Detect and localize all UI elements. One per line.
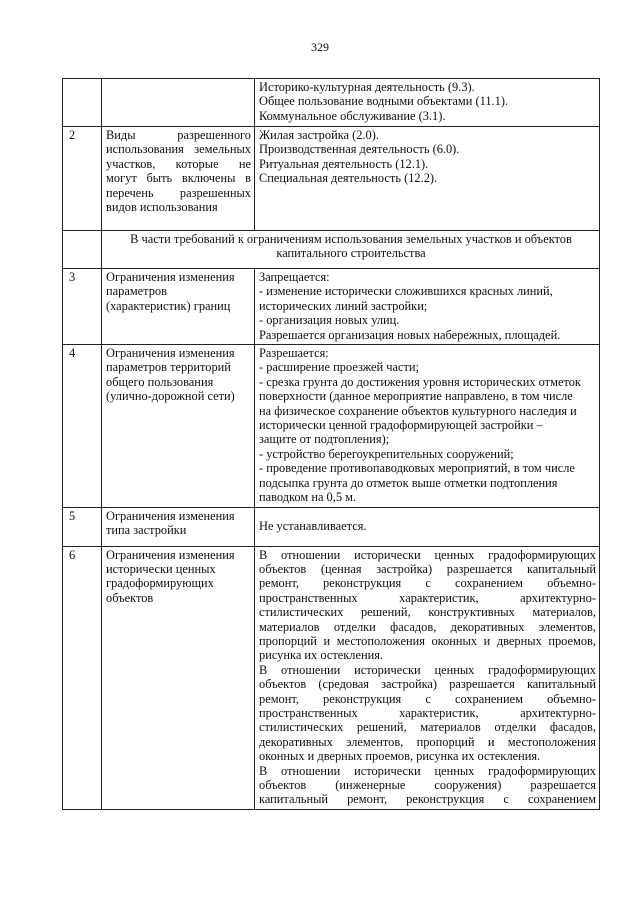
- table-row: [63, 79, 600, 127]
- text-line: исторически ценной градоформирующей застройки –: [259, 418, 543, 433]
- text-line: Жилая застройка (2.0).: [259, 128, 379, 142]
- row-number-cell: 2: [63, 127, 102, 231]
- page-number: 329: [311, 40, 329, 54]
- row-content-cell: [255, 507, 600, 546]
- table-row: [63, 127, 600, 231]
- table-row: [63, 269, 600, 345]
- text-line: рисунка их остекления.: [259, 648, 384, 663]
- text-line: пространственных характеристик, архитектурно-: [259, 590, 596, 605]
- text-line: участков, которые не: [106, 156, 251, 171]
- text-line: - срезка грунта до достижения уровня исторических отметок: [259, 374, 581, 389]
- text-line: объектов (ценная застройка) разрешается капитальный: [259, 561, 596, 576]
- row-content-cell: [255, 345, 600, 507]
- row-number-cell: 6: [63, 546, 102, 809]
- text-line: Ритуальная деятельность (12.1).: [259, 156, 429, 171]
- text-line: стилистических решений, конструктивных материалов,: [259, 605, 596, 620]
- row-number-cell: 3: [63, 269, 102, 345]
- text-line: параметров: [106, 284, 167, 299]
- section-heading: [102, 231, 600, 269]
- text-line: оконных и дверных проемов, рисунка их остекления.: [259, 749, 541, 764]
- text-line: защите от подтопления);: [259, 432, 390, 447]
- row-content-cell: [255, 269, 600, 345]
- text-line: Виды разрешенного: [106, 128, 251, 142]
- text-line: ремонт, реконструкция с сохранением объемно-: [259, 691, 596, 706]
- row-name-cell: [102, 127, 255, 231]
- text-line: исторически ценных: [106, 561, 216, 576]
- text-line: В отношении исторически ценных градоформирующих: [259, 547, 596, 562]
- text-line: - изменение исторически сложившихся красных линий,: [259, 284, 553, 299]
- text-line: Разрешается организация новых набережных, площадей.: [259, 327, 561, 342]
- text-line: Специальная деятельность (12.2).: [259, 171, 438, 186]
- text-line: (характеристик) границ: [106, 298, 231, 313]
- row-name-cell: [102, 507, 255, 546]
- table-row: [63, 507, 600, 546]
- text-line: Ограничения изменения: [106, 508, 235, 523]
- text-line: подсыпка грунта до отметок выше отметки подтопления: [259, 475, 558, 490]
- text-line: стилистических решений, материалов отделки фасадов,: [259, 720, 596, 735]
- text-line: параметров территорий: [106, 360, 231, 375]
- regulations-table: [62, 78, 600, 810]
- text-line: типа застройки: [106, 522, 187, 537]
- text-line: Ограничения изменения: [106, 547, 235, 562]
- text-line: перечень разрешенных: [106, 185, 251, 200]
- text-line: поверхности (данное мероприятие направлено, в том числе: [259, 389, 573, 404]
- row-number-cell: 4: [63, 345, 102, 507]
- row-name-cell: [102, 269, 255, 345]
- row-number-cell: [63, 231, 102, 269]
- row-number-cell: [63, 79, 102, 127]
- text-line: пространственных характеристик, архитектурно-: [259, 705, 596, 720]
- row-number-cell: 5: [63, 507, 102, 546]
- text-line: Не устанавливается.: [259, 518, 367, 533]
- row-content-cell: [255, 79, 600, 127]
- text-line: пропорций и местоположения оконных и дверных проемов,: [259, 633, 596, 648]
- text-line: объектов: [106, 590, 154, 605]
- text-line: Ограничения изменения: [106, 270, 235, 284]
- row-name-cell: [102, 79, 255, 127]
- text-line: ремонт, реконструкция с сохранением объемно-: [259, 576, 596, 591]
- text-line: могут быть включены в: [106, 171, 251, 186]
- text-line: декоративных элементов, пропорций и местоположения: [259, 734, 596, 749]
- row-content-cell: [255, 127, 600, 231]
- text-line: - организация новых улиц.: [259, 313, 400, 328]
- text-line: Производственная деятельность (6.0).: [259, 142, 460, 157]
- text-line: Запрещается:: [259, 270, 330, 284]
- text-line: исторических линий застройки;: [259, 298, 428, 313]
- text-line: - устройство берегоукрепительных сооружений;: [259, 446, 514, 461]
- text-line: капитальный ремонт, реконструкция с сохранением: [259, 792, 596, 807]
- text-line: общего пользования: [106, 374, 214, 389]
- table-row: [63, 345, 600, 507]
- text-line: Ограничения изменения: [106, 346, 235, 361]
- text-line: капитального строительства: [276, 246, 426, 261]
- text-line: В отношении исторически ценных градоформирующих: [259, 662, 596, 677]
- text-line: Разрешается:: [259, 346, 329, 361]
- text-line: В части требований к ограничениям использования земельных участков и объектов: [130, 232, 572, 246]
- text-line: (улично-дорожной сети): [106, 389, 235, 404]
- row-name-cell: [102, 546, 255, 809]
- text-line: паводком на 0,5 м.: [259, 490, 357, 505]
- text-line: Общее пользование водными объектами (11.1).: [259, 94, 509, 109]
- text-line: В отношении исторически ценных градоформирующих: [259, 763, 596, 778]
- text-line: объектов (средовая застройка) разрешается капитальный: [259, 677, 596, 692]
- text-line: - расширение проезжей части;: [259, 360, 419, 375]
- row-content-cell: [255, 546, 600, 809]
- text-line: объектов (инженерные сооружения) разрешается: [259, 778, 596, 792]
- text-line: материалов отделки фасадов, декоративных элементов,: [259, 619, 596, 634]
- text-line: использования земельных: [106, 142, 251, 157]
- section-row: [63, 231, 600, 269]
- text-line: Коммунальное обслуживание (3.1).: [259, 108, 446, 123]
- text-line: на физическое сохранение объектов культурного наследия и: [259, 403, 577, 418]
- row-name-cell: [102, 345, 255, 507]
- text-line: Историко-культурная деятельность (9.3).: [259, 80, 475, 94]
- table-row: [63, 546, 600, 809]
- text-line: - проведение противопаводковых мероприятий, в том числе: [259, 461, 575, 476]
- text-line: градоформирующих: [106, 576, 214, 591]
- text-line: видов использования: [106, 200, 218, 215]
